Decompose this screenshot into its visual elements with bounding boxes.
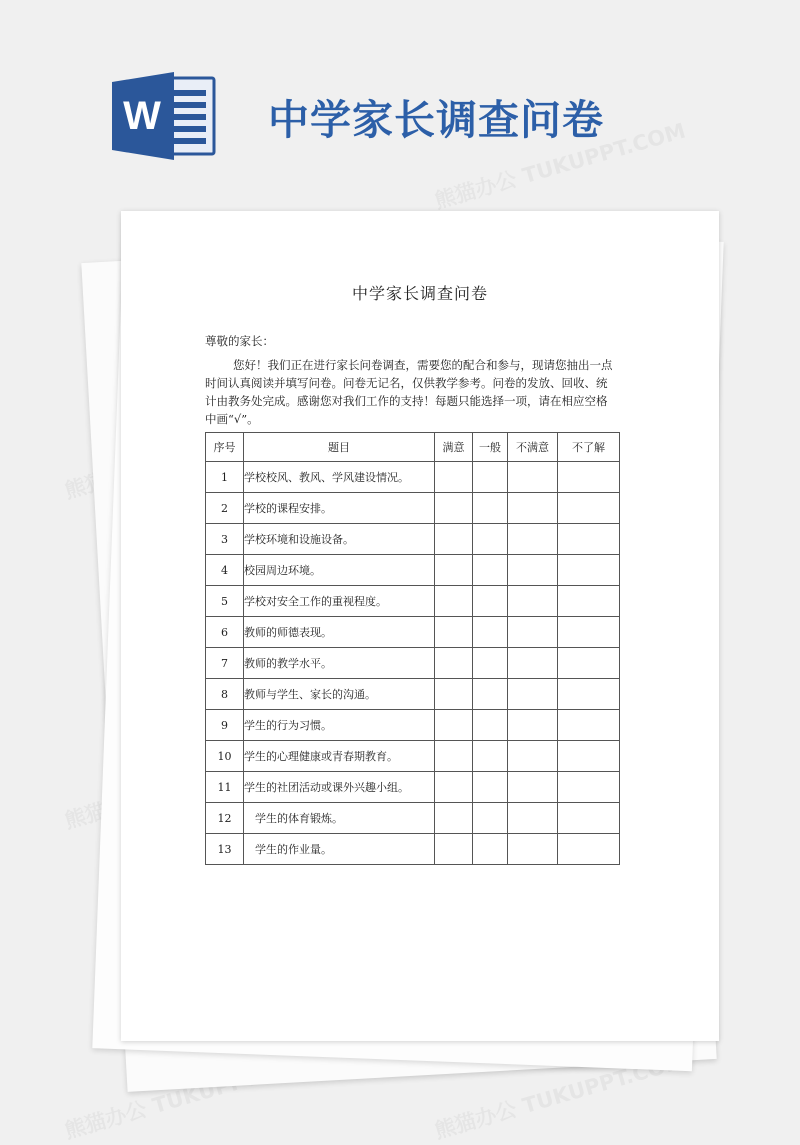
answer-cell-average[interactable] [473, 772, 508, 803]
answer-cell-satisfied[interactable] [435, 555, 473, 586]
answer-cell-average[interactable] [473, 524, 508, 555]
row-question: 教师的师德表现。 [244, 617, 435, 648]
row-number: 5 [206, 586, 244, 617]
answer-cell-average[interactable] [473, 462, 508, 493]
answer-cell-average[interactable] [473, 741, 508, 772]
answer-cell-dissatisfied[interactable] [508, 741, 558, 772]
table-row [206, 741, 620, 772]
answer-cell-average[interactable] [473, 710, 508, 741]
row-question: 教师与学生、家长的沟通。 [244, 679, 435, 710]
table-row [206, 493, 620, 524]
answer-cell-satisfied[interactable] [435, 679, 473, 710]
row-number: 2 [206, 493, 244, 524]
answer-cell-dissatisfied[interactable] [508, 524, 558, 555]
row-question: 学生的行为习惯。 [244, 710, 435, 741]
row-number: 10 [206, 741, 244, 772]
table-row [206, 679, 620, 710]
answer-cell-average[interactable] [473, 834, 508, 865]
document-title: 中学家长调查问卷 [351, 284, 488, 303]
table-row [206, 648, 620, 679]
answer-cell-dissatisfied[interactable] [508, 710, 558, 741]
answer-cell-average[interactable] [473, 679, 508, 710]
row-question: 学校的课程安排。 [244, 493, 435, 524]
header-cell-number: 序号 [206, 433, 244, 462]
row-question: 学生的体育锻炼。 [244, 803, 435, 834]
survey-table [205, 432, 620, 865]
row-number: 12 [206, 803, 244, 834]
answer-cell-satisfied[interactable] [435, 493, 473, 524]
answer-cell-unknown[interactable] [558, 710, 620, 741]
table-row [206, 586, 620, 617]
answer-cell-satisfied[interactable] [435, 524, 473, 555]
row-question: 学生的社团活动或课外兴趣小组。 [244, 772, 435, 803]
answer-cell-average[interactable] [473, 555, 508, 586]
answer-cell-dissatisfied[interactable] [508, 803, 558, 834]
answer-cell-average[interactable] [473, 586, 508, 617]
answer-cell-satisfied[interactable] [435, 586, 473, 617]
answer-cell-dissatisfied[interactable] [508, 493, 558, 524]
answer-cell-unknown[interactable] [558, 834, 620, 865]
row-question: 学校校风、教风、学风建设情况。 [244, 462, 435, 493]
answer-cell-dissatisfied[interactable] [508, 555, 558, 586]
answer-cell-dissatisfied[interactable] [508, 462, 558, 493]
intro-line: 您好！我们正在进行家长问卷调查，需要您的配合和参与，现请您抽出一点 [233, 358, 613, 372]
answer-cell-satisfied[interactable] [435, 834, 473, 865]
table-row [206, 772, 620, 803]
row-number: 3 [206, 524, 244, 555]
row-question: 学生的心理健康或青春期教育。 [244, 741, 435, 772]
answer-cell-dissatisfied[interactable] [508, 648, 558, 679]
row-question: 学校对安全工作的重视程度。 [244, 586, 435, 617]
intro-line: 时间认真阅读并填写问卷。问卷无记名，仅供教学参考。问卷的发放、回收、统 [205, 376, 608, 390]
answer-cell-satisfied[interactable] [435, 803, 473, 834]
table-row [206, 462, 620, 493]
answer-cell-satisfied[interactable] [435, 772, 473, 803]
answer-cell-unknown[interactable] [558, 586, 620, 617]
answer-cell-average[interactable] [473, 617, 508, 648]
answer-cell-unknown[interactable] [558, 803, 620, 834]
answer-cell-unknown[interactable] [558, 679, 620, 710]
answer-cell-dissatisfied[interactable] [508, 834, 558, 865]
intro-line: 中画“√”。 [205, 412, 259, 426]
answer-cell-satisfied[interactable] [435, 617, 473, 648]
row-number: 1 [206, 462, 244, 493]
table-row [206, 524, 620, 555]
table-header-row [206, 433, 620, 462]
row-number: 7 [206, 648, 244, 679]
answer-cell-satisfied[interactable] [435, 462, 473, 493]
page-title: 中学家长调查问卷 [268, 96, 604, 144]
table-row [206, 834, 620, 865]
header-cell-dissatisfied: 不满意 [508, 433, 558, 462]
table-row [206, 617, 620, 648]
header-cell-unknown: 不了解 [558, 433, 620, 462]
answer-cell-dissatisfied[interactable] [508, 772, 558, 803]
row-question: 校园周边环境。 [244, 555, 435, 586]
answer-cell-average[interactable] [473, 648, 508, 679]
answer-cell-satisfied[interactable] [435, 741, 473, 772]
row-number: 6 [206, 617, 244, 648]
row-question: 学生的作业量。 [244, 834, 435, 865]
answer-cell-satisfied[interactable] [435, 710, 473, 741]
row-number: 8 [206, 679, 244, 710]
row-number: 11 [206, 772, 244, 803]
header-cell-average: 一般 [473, 433, 508, 462]
header-cell-question: 题目 [244, 433, 435, 462]
answer-cell-dissatisfied[interactable] [508, 617, 558, 648]
word-logo-letter: W [123, 94, 161, 138]
answer-cell-dissatisfied[interactable] [508, 586, 558, 617]
answer-cell-unknown[interactable] [558, 462, 620, 493]
row-question: 教师的教学水平。 [244, 648, 435, 679]
document-page [121, 211, 719, 1041]
answer-cell-satisfied[interactable] [435, 648, 473, 679]
answer-cell-unknown[interactable] [558, 555, 620, 586]
answer-cell-unknown[interactable] [558, 617, 620, 648]
intro-line: 计由教务处完成。感谢您对我们工作的支持！每题只能选择一项，请在相应空格 [205, 394, 608, 408]
answer-cell-average[interactable] [473, 493, 508, 524]
greeting: 尊敬的家长： [205, 334, 274, 348]
answer-cell-unknown[interactable] [558, 493, 620, 524]
answer-cell-unknown[interactable] [558, 648, 620, 679]
word-logo-icon [112, 72, 216, 160]
header-cell-satisfied: 满意 [435, 433, 473, 462]
table-row [206, 710, 620, 741]
answer-cell-dissatisfied[interactable] [508, 679, 558, 710]
table-row [206, 555, 620, 586]
answer-cell-unknown[interactable] [558, 772, 620, 803]
row-question: 学校环境和设施设备。 [244, 524, 435, 555]
answer-cell-unknown[interactable] [558, 524, 620, 555]
row-number: 13 [206, 834, 244, 865]
intro-paragraph [205, 356, 618, 428]
answer-cell-unknown[interactable] [558, 741, 620, 772]
answer-cell-average[interactable] [473, 803, 508, 834]
row-number: 4 [206, 555, 244, 586]
table-row [206, 803, 620, 834]
row-number: 9 [206, 710, 244, 741]
